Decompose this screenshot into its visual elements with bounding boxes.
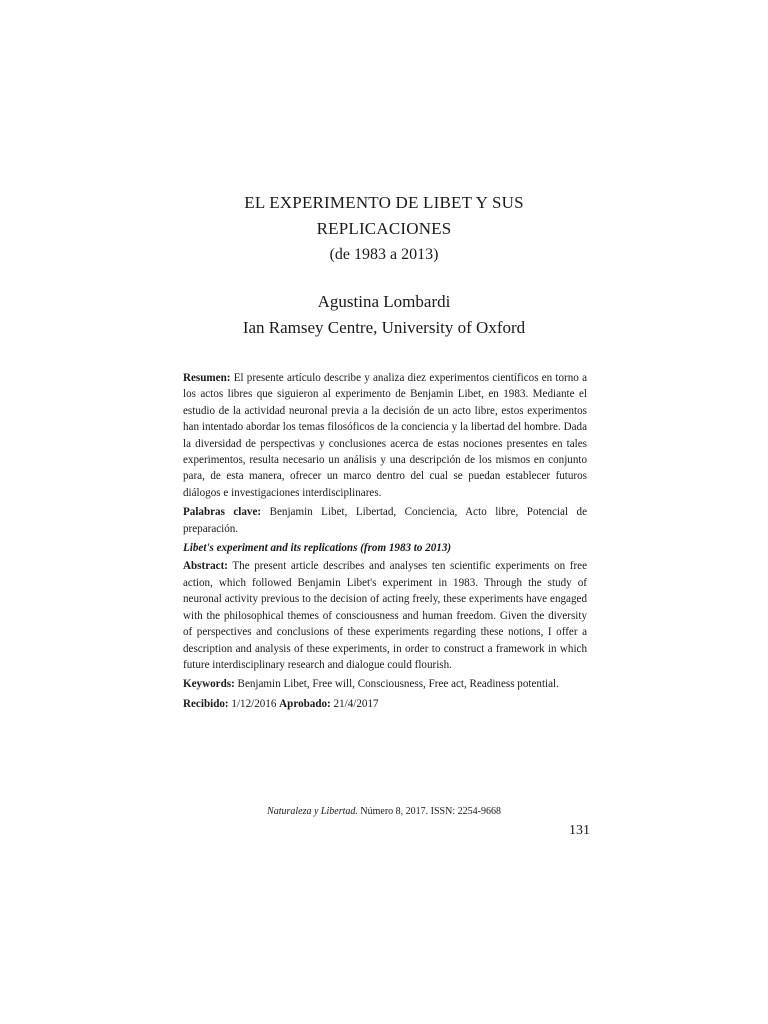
resumen-paragraph	[183, 370, 587, 501]
palabras-clave-label: Palabras clave:	[183, 506, 262, 519]
palabras-clave-text: Benjamin Libet, Libertad, Conciencia, Acto libre, Potencial de preparación.	[183, 506, 587, 535]
article-subtitle: (de 1983 a 2013)	[329, 246, 439, 263]
abstract-section	[183, 370, 587, 715]
keywords-label: Keywords:	[183, 678, 235, 691]
resumen-label: Resumen:	[183, 372, 231, 384]
article-title-line-1: EL EXPERIMENTO DE LIBET Y SUS	[244, 193, 524, 212]
received-date: 1/12/2016	[231, 697, 277, 710]
abstract-text: The present article describes and analyses ten scientific experiments on free action, which followed Benjamin Libet's experiment in 1983. Through the study of neuronal activity previous to the decision of acting freely, these experiments have engaged with the philosophical themes of consciousness and human freedom. Given the diversity of perspectives and conclusions of these experiments regarding these notions, I offer a description and analysis of these experiments, in order to construct a framework in which future interdisciplinary research and dialogue could flourish.	[183, 560, 587, 671]
journal-issue: Número 8, 2017. ISSN: 2254-9668	[360, 806, 501, 817]
abstract-label: Abstract:	[183, 560, 228, 573]
page-number: 131	[569, 823, 590, 838]
article-title-line-2: REPLICACIONES	[316, 219, 452, 238]
palabras-clave-paragraph	[183, 504, 587, 537]
english-title: Libet's experiment and its replications (from 1983 to 2013)	[183, 542, 452, 555]
keywords-paragraph	[183, 676, 587, 692]
page-footer	[0, 806, 768, 817]
received-label: Recibido:	[183, 697, 229, 710]
title-block	[0, 190, 768, 268]
dates-paragraph	[183, 696, 587, 712]
keywords-text: Benjamin Libet, Free will, Consciousness, Free act, Readiness potential.	[237, 678, 559, 691]
author-block	[0, 289, 768, 341]
approved-date: 21/4/2017	[333, 697, 379, 710]
abstract-paragraph	[183, 558, 587, 673]
journal-name: Naturaleza y Libertad.	[267, 806, 358, 817]
approved-label: Aprobado:	[279, 697, 331, 710]
author-affiliation: Ian Ramsey Centre, University of Oxford	[242, 318, 526, 337]
resumen-text: El presente artículo describe y analiza diez experimentos científicos en torno a los actos libres que siguieron al experimento de Benjamin Libet, en 1983. Mediante el estudio de la actividad neuronal previa a la decisión de un acto libre, estos experimentos han intentado abordar los temas filosóficos de la conciencia y la libertad del hombre. Dada la diversidad de perspectivas y conclusiones acerca de estas nociones presentes en tales experimentos, resulta necesario un análisis y una descripción de los mismos en conjunto para, de esta manera, ofrecer un marco dentro del cual se puedan establecer futuros diálogos e investigaciones interdisciplinares.	[183, 372, 587, 499]
author-name: Agustina Lombardi	[317, 292, 451, 311]
